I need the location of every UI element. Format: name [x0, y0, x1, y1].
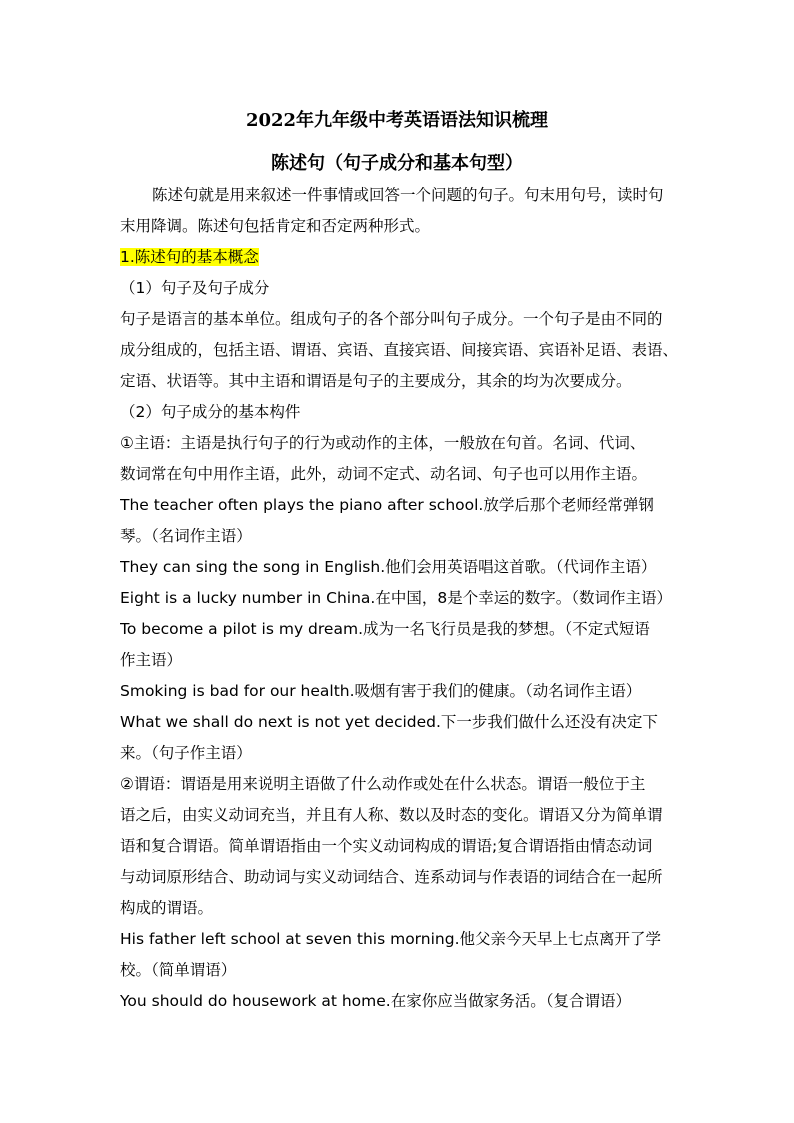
- document-title: 2022年九年级中考英语语法知识梳理: [245, 110, 549, 131]
- subsection-heading: （2）句子成分的基本构件: [120, 403, 301, 421]
- paragraph-line: 语和复合谓语。简单谓语指由一个实义动词构成的谓语;复合谓语指由情态动词: [120, 837, 653, 855]
- paragraph-line: 与动词原形结合、助动词与实义动词结合、连系动词与作表语的词结合在一起所: [120, 868, 663, 886]
- example-line: Eight is a lucky number in China.在中国，8是个幸运的数字。（数词作主语）: [120, 589, 672, 607]
- example-line: 作主语）: [120, 651, 183, 669]
- example-line: 来。（句子作主语）: [120, 744, 252, 762]
- example-line: Smoking is bad for our health.吸烟有害于我们的健康。（动名词作主语）: [120, 682, 642, 700]
- paragraph-line: 定语、状语等。其中主语和谓语是句子的主要成分，其余的均为次要成分。: [120, 372, 632, 390]
- example-line: You should do housework at home.在家你应当做家务活。（复合谓语）: [120, 992, 631, 1010]
- paragraph-line: 陈述句就是用来叙述一件事情或回答一个问题的句子。句末用句号，读时句: [152, 186, 664, 204]
- example-line: To become a pilot is my dream.成为一名飞行员是我的梦想。（不定式短语: [120, 620, 650, 638]
- paragraph-line: ①主语：主语是执行句子的行为或动作的主体，一般放在句首。名词、代词、: [120, 434, 646, 452]
- paragraph-line: ②谓语：谓语是用来说明主语做了什么动作或处在什么状态。谓语一般位于主: [120, 775, 646, 793]
- example-line: 校。（简单谓语）: [120, 961, 237, 979]
- section-heading: [120, 246, 680, 268]
- document-subtitle: 陈述句（句子成分和基本句型）: [271, 153, 523, 174]
- highlighted-heading: 1.陈述句的基本概念: [120, 248, 259, 266]
- subsection-heading: （1）句子及句子成分: [120, 279, 270, 297]
- example-line: What we shall do next is not yet decided.下一步我们做什么还没有决定下: [120, 713, 658, 731]
- paragraph-line: 成分组成的，包括主语、谓语、宾语、直接宾语、间接宾语、宾语补足语、表语、: [120, 341, 679, 359]
- paragraph-line: 语之后，由实义动词充当，并且有人称、数以及时态的变化。谓语又分为简单谓: [120, 806, 663, 824]
- example-line: His father left school at seven this morning.他父亲今天早上七点离开了学: [120, 930, 661, 948]
- paragraph-line: 数词常在句中用作主语，此外，动词不定式、动名词、句子也可以用作主语。: [120, 465, 648, 483]
- example-line: They can sing the song in English.他们会用英语唱这首歌。（代词作主语）: [120, 558, 657, 576]
- paragraph-line: 末用降调。陈述句包括肯定和否定两种形式。: [120, 217, 431, 235]
- paragraph-line: 句子是语言的基本单位。组成句子的各个部分叫句子成分。一个句子是由不同的: [120, 310, 663, 328]
- paragraph-line: 构成的谓语。: [120, 899, 214, 917]
- example-line: The teacher often plays the piano after school.放学后那个老师经常弹钢: [120, 496, 654, 514]
- example-line: 琴。（名词作主语）: [120, 527, 252, 545]
